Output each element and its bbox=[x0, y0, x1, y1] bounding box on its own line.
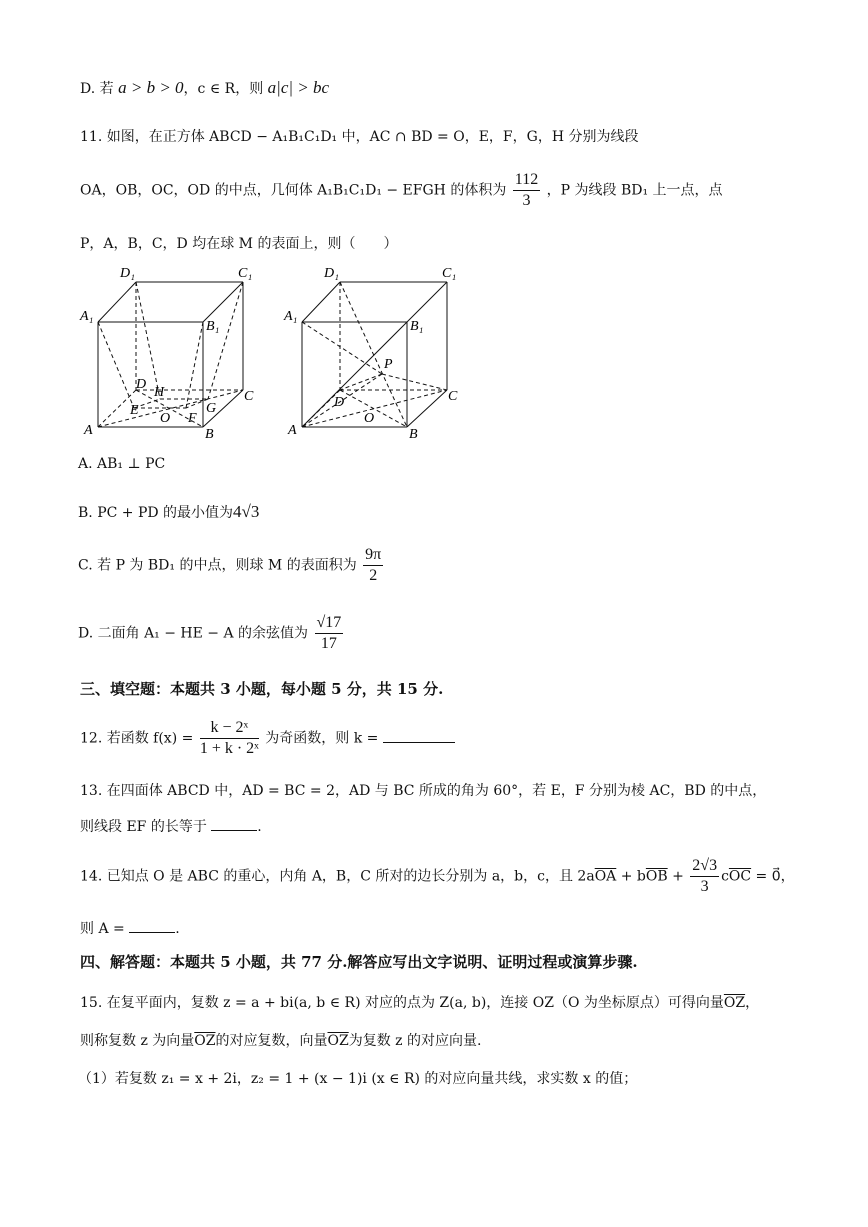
svg-text:F: F bbox=[188, 411, 197, 426]
volume-fraction: $\frac{112}{3}$ bbox=[514, 171, 539, 209]
svg-text:A₁: A₁ bbox=[80, 309, 94, 324]
section-4-heading: 四、解答题：本题共 5 小题，共 77 分.解答应写出文字说明、证明过程或演算步骤. bbox=[80, 953, 638, 971]
section-3-heading: 三、填空题：本题共 3 小题，每小题 5 分，共 15 分. bbox=[80, 680, 444, 698]
q11-option-a: A. AB₁ ⊥ PC bbox=[78, 456, 166, 472]
q12-answer-blank[interactable] bbox=[383, 728, 455, 743]
svg-text:C: C bbox=[244, 389, 254, 404]
q15-part1: （1）若复数 z₁ = x + 2i，z₂ = 1 + (x − 1)i (x ∈ R) 的对应向量共线，求实数 x 的值； bbox=[78, 1071, 638, 1087]
svg-text:O: O bbox=[160, 411, 171, 426]
q14-line1: 14. 已知点 O 是 ABC 的重心，内角 A，B，C 所对的边长分别为 a，b，c，且 $2a\overline{OA} + b\overline{OB}$ + $\frac{2√3}{3}$ $c\overline{OC}$ = 0⃗， bbox=[80, 857, 795, 895]
svg-text:P: P bbox=[384, 357, 393, 372]
svg-text:E: E bbox=[130, 403, 139, 418]
q11-option-d: D. 二面角 A₁ − HE − A 的余弦值为 $\frac{√17}{17}$ bbox=[78, 614, 342, 652]
svg-text:A: A bbox=[288, 423, 297, 438]
q11-line3: P，A，B，C，D 均在球 M 的表面上，则（ ） bbox=[80, 236, 398, 252]
q13-line1: 13. 在四面体 ABCD 中，AD = BC = 2，AD 与 BC 所成的角为 60°，若 E，F 分别为棱 AC，BD 的中点， bbox=[80, 783, 767, 799]
q13-line2: 则线段 EF 的长等于 . bbox=[80, 816, 262, 836]
cube-figure-right bbox=[282, 262, 467, 442]
q12: 12. 若函数 f(x) = $\frac{\text{k − 2ˣ}}{\text{1 + k · 2ˣ}}$ 为奇函数，则 k = bbox=[80, 718, 455, 759]
svg-text:C₁: C₁ bbox=[238, 266, 253, 281]
svg-text:B₁: B₁ bbox=[410, 319, 424, 334]
svg-text:B₁: B₁ bbox=[206, 319, 220, 334]
svg-text:O: O bbox=[364, 411, 375, 426]
q11-line2: OA，OB，OC，OD 的中点，几何体 A₁B₁C₁D₁ − EFGH 的体积为 $\frac{112}{3}$ ，P 为线段 BD₁ 上一点，点 bbox=[80, 171, 723, 209]
svg-text:D₁: D₁ bbox=[324, 266, 339, 281]
q15-line2: 则称复数 z 为向量$\overline{OZ}$的对应复数，向量$\overline{OZ}$为复数 z 的对应向量. bbox=[80, 1033, 482, 1049]
q15-line1: 15. 在复平面内，复数 z = a + bi(a, b ∈ R) 对应的点为 Z(a, b)，连接 OZ（O 为坐标原点）可得向量$\overline{OZ}$， bbox=[80, 995, 760, 1011]
svg-text:B: B bbox=[409, 427, 418, 442]
svg-text:B: B bbox=[205, 427, 214, 442]
q11-option-b: B. PC + PD 的最小值为4√3 bbox=[78, 502, 260, 521]
q14-answer-blank[interactable] bbox=[129, 918, 175, 933]
q14-line2: 则 A = . bbox=[80, 918, 180, 938]
svg-text:C: C bbox=[448, 389, 458, 404]
q10-option-d: D. 若 a > b > 0，c ∈ R，则 a|c| > bc bbox=[80, 78, 330, 97]
svg-text:D: D bbox=[136, 377, 147, 392]
cube-figure-left bbox=[78, 262, 263, 442]
q11-line1: 11. 如图，在正方体 ABCD − A₁B₁C₁D₁ 中，AC ∩ BD = O，E，F，G，H 分别为线段 bbox=[80, 129, 639, 145]
svg-text:G: G bbox=[206, 401, 217, 416]
q11-option-c: C. 若 P 为 BD₁ 的中点，则球 M 的表面积为 $\frac{9\pi}{2}$ bbox=[78, 546, 382, 584]
svg-text:D₁: D₁ bbox=[120, 266, 135, 281]
svg-text:D: D bbox=[334, 395, 345, 410]
svg-text:A₁: A₁ bbox=[284, 309, 298, 324]
svg-text:A: A bbox=[84, 423, 93, 438]
q13-answer-blank[interactable] bbox=[211, 816, 257, 831]
svg-text:C₁: C₁ bbox=[442, 266, 457, 281]
svg-text:H: H bbox=[154, 385, 165, 400]
